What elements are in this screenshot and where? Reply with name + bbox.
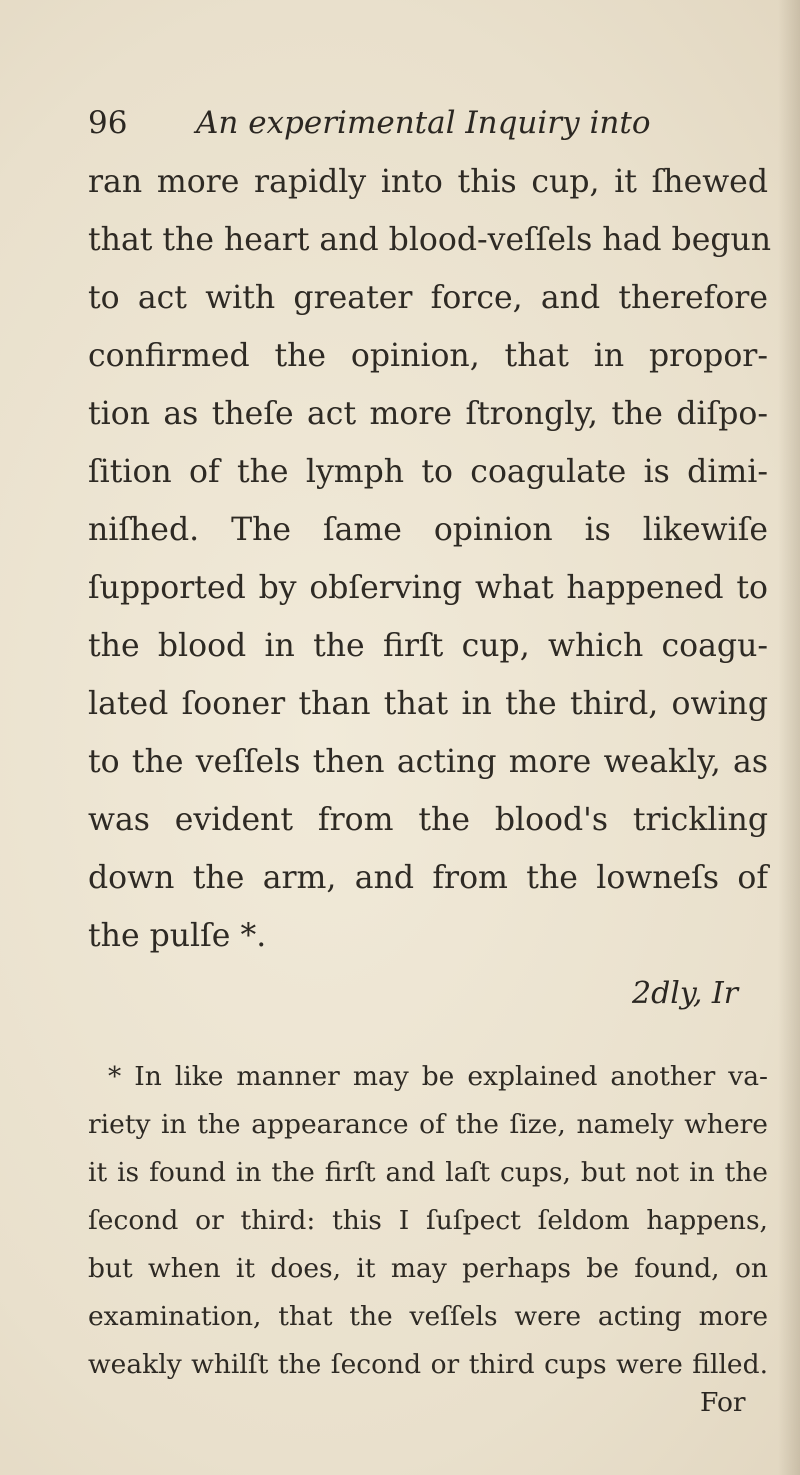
text-line: down the arm, and from the lowneſs of xyxy=(88,860,768,896)
footnote-line: * In like manner may be explained another va- xyxy=(108,1061,768,1092)
text-line: the blood in the firſt cup, which coagu- xyxy=(88,628,768,664)
footnote-line: examination, that the veſſels were acting more xyxy=(88,1301,768,1332)
text-line: was evident from the blood's trickling xyxy=(88,802,768,838)
text-line: ſupported by obſerving what happened to xyxy=(88,570,768,606)
catchword: 2dly, Ir xyxy=(632,976,739,1011)
text-line: that the heart and blood-veſſels had begun xyxy=(88,222,772,258)
text-line: to act with greater force, and therefore xyxy=(88,280,768,316)
footnote-line: weakly whilſt the ſecond or third cups were filled. xyxy=(88,1349,768,1380)
footnote-line: ſecond or third: this I ſuſpect ſeldom happens, xyxy=(88,1205,768,1236)
page-number: 96 xyxy=(88,105,128,141)
running-title: An experimental Inquiry into xyxy=(196,105,651,141)
text-line: confirmed the opinion, that in propor- xyxy=(88,338,768,374)
running-header xyxy=(88,98,728,148)
text-line: ran more rapidly into this cup, it ſhewed xyxy=(88,164,768,200)
text-line: lated ſooner than that in the third, owing xyxy=(88,686,768,722)
text-line: to the veſſels then acting more weakly, as xyxy=(88,744,768,780)
footnote-line: it is found in the firſt and laſt cups, but not in the xyxy=(88,1157,768,1188)
text-line: tion as theſe act more ſtrongly, the diſpo- xyxy=(88,396,768,432)
text-line: ſition of the lymph to coagulate is dimi- xyxy=(88,454,768,490)
footnote-line: riety in the appearance of the ſize, namely where xyxy=(88,1109,768,1140)
text-line: the pulſe *. xyxy=(88,918,267,954)
footnote-catchword: For xyxy=(700,1387,746,1418)
text-line: niſhed. The ſame opinion is likewiſe xyxy=(88,512,768,548)
page-edge-shadow xyxy=(778,0,800,1475)
footnote-line: but when it does, it may perhaps be found, on xyxy=(88,1253,768,1284)
